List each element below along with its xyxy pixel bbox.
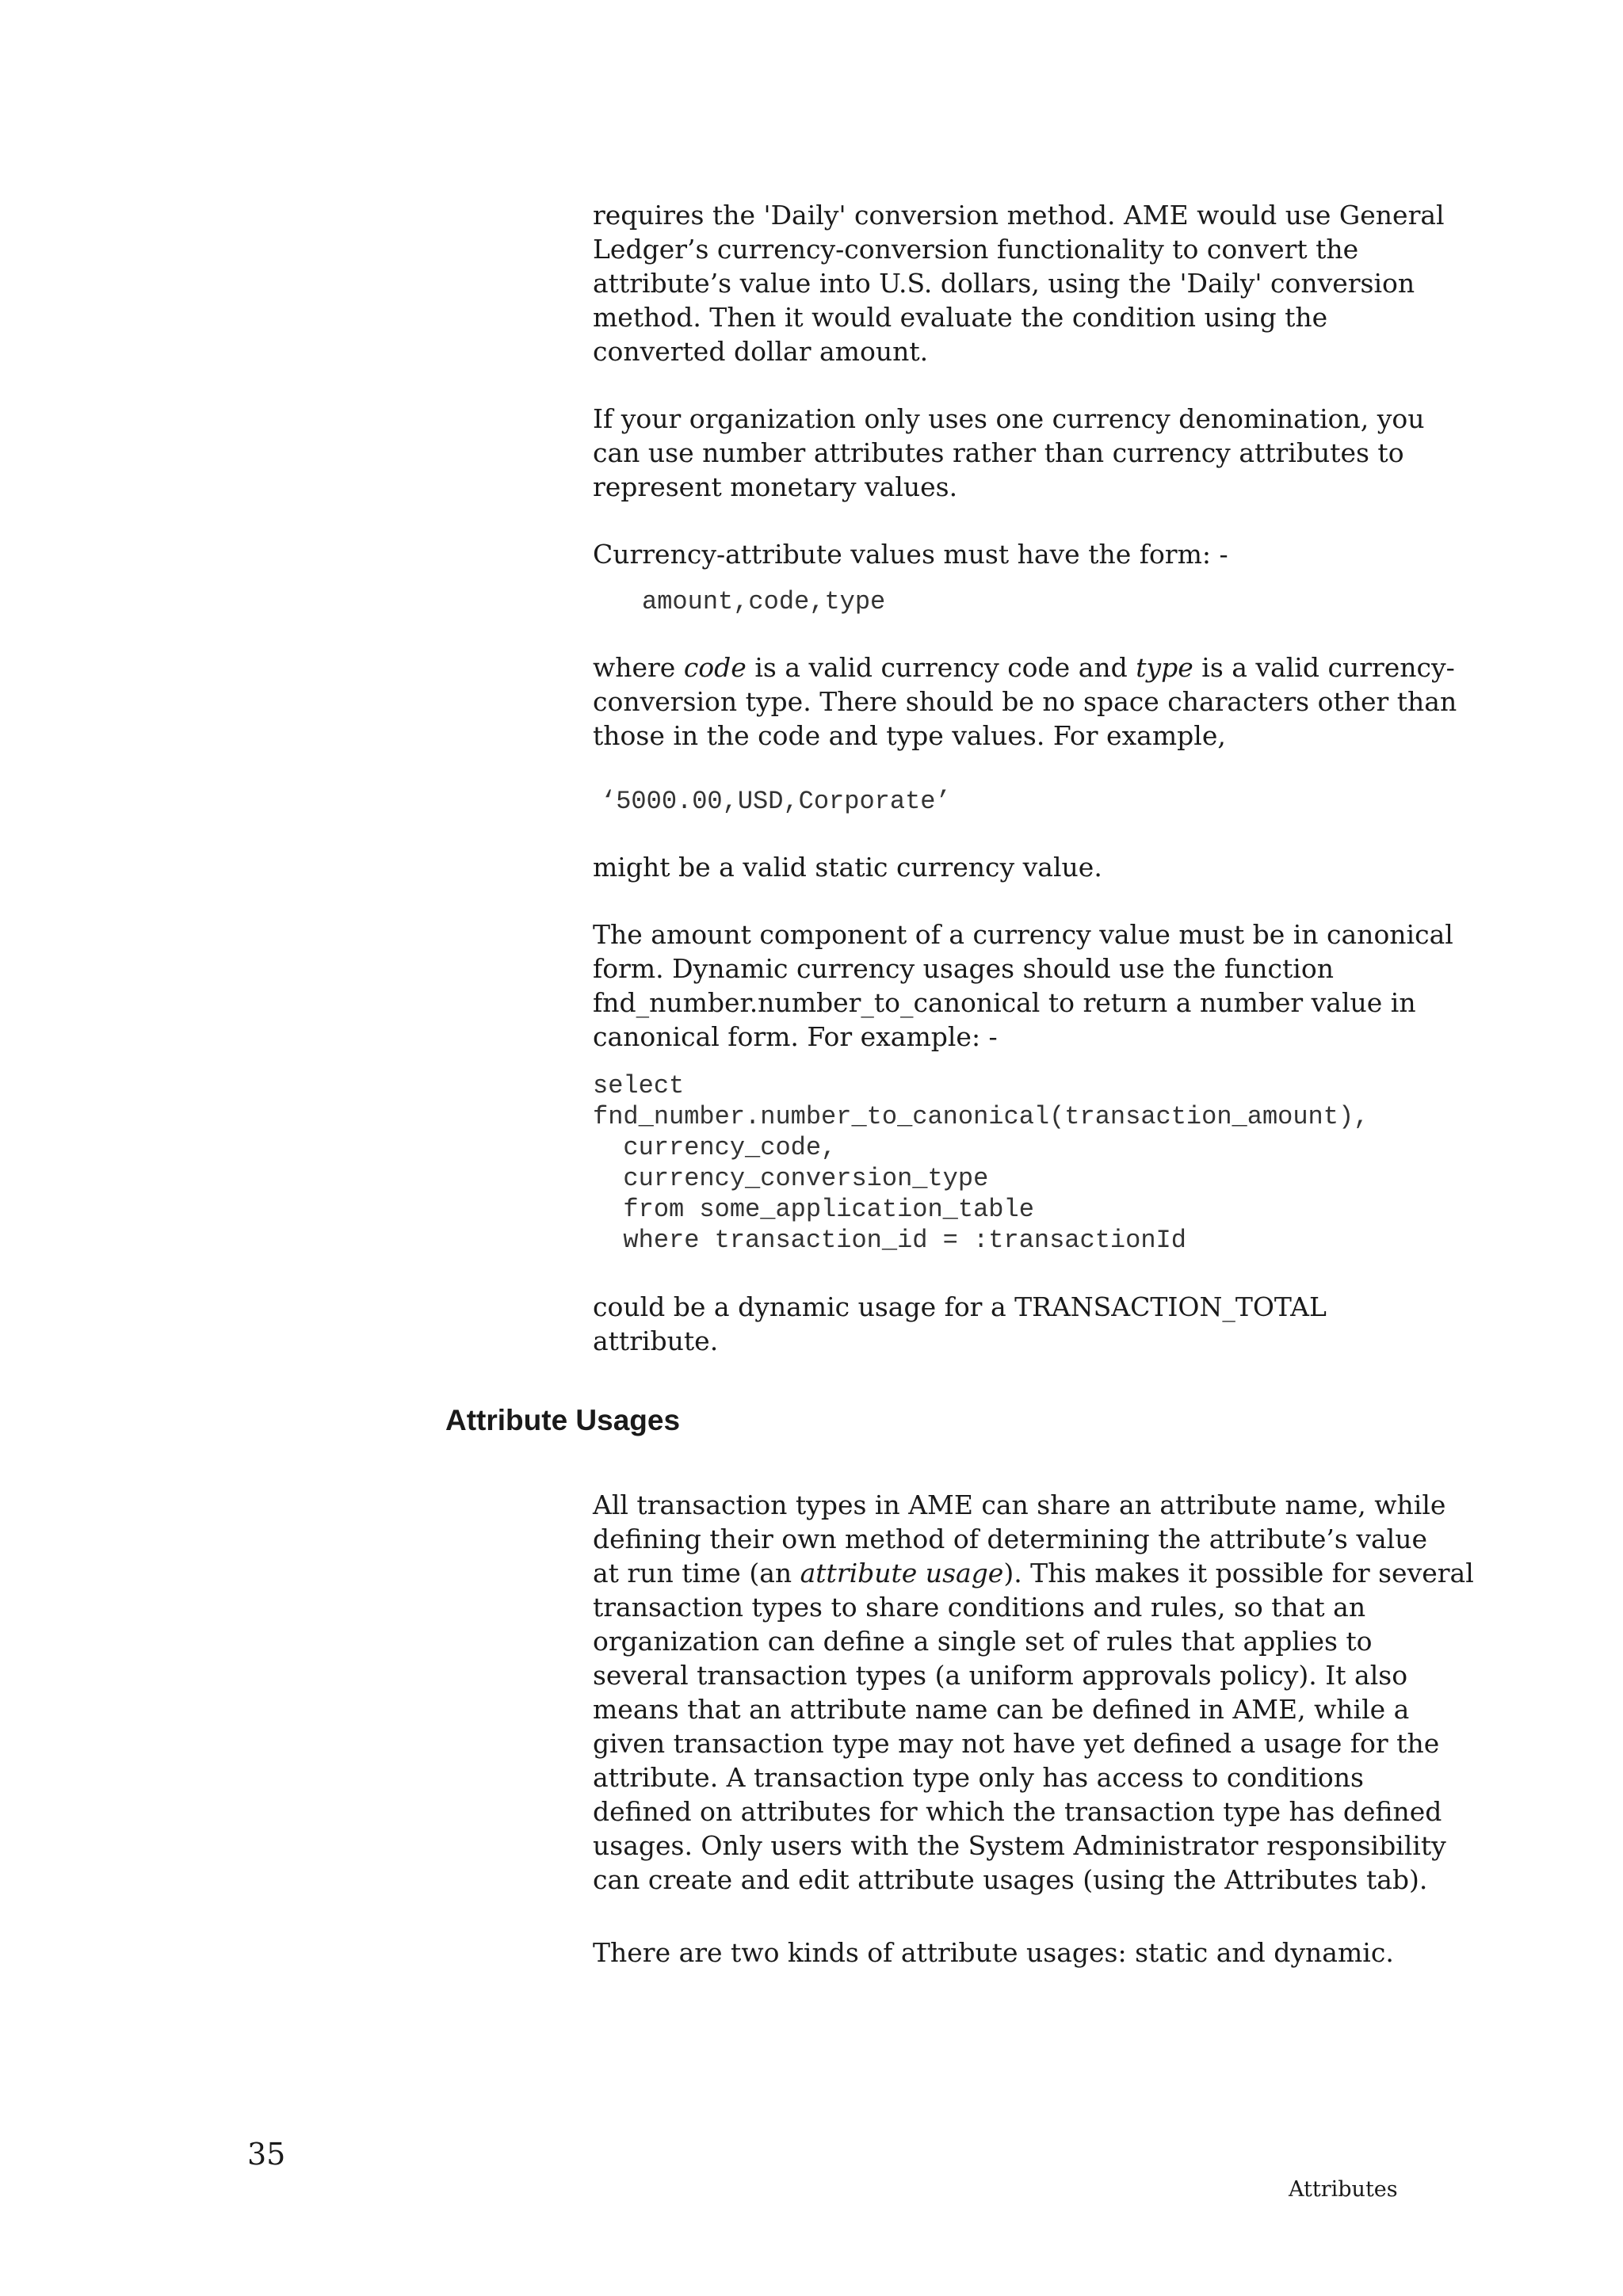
text-line: canonical form. For example: - xyxy=(593,1021,998,1052)
text-line: converted dollar amount. xyxy=(593,336,929,367)
emphasis-code: code xyxy=(683,652,747,683)
code-example: ‘5000.00,USD,Corporate’ xyxy=(601,787,951,816)
text-line: conversion type. There should be no space characters other than xyxy=(593,686,1457,717)
text-line: organization can define a single set of rules that applies to xyxy=(593,1626,1373,1657)
code-line: from some_application_table xyxy=(593,1195,1034,1224)
text-line: given transaction type may not have yet defined a usage for the xyxy=(593,1728,1440,1759)
text-line: Currency-attribute values must have the form: - xyxy=(593,539,1228,570)
text-line: All transaction types in AME can share an attribute name, while xyxy=(593,1489,1446,1520)
text-line: at run time (an attribute usage). This makes it possible for several xyxy=(593,1558,1474,1589)
emphasis-type: type xyxy=(1136,652,1193,683)
text-line: can create and edit attribute usages (using the Attributes tab). xyxy=(593,1864,1428,1895)
code-line: currency_conversion_type xyxy=(593,1164,989,1193)
text-line: Ledger’s currency-conversion functionality to convert the xyxy=(593,234,1359,265)
emphasis-attribute-usage: attribute usage xyxy=(800,1558,1004,1589)
text-line: where code is a valid currency code and type is a valid currency- xyxy=(593,652,1455,683)
code-line: currency_code, xyxy=(593,1133,837,1162)
text-line: attribute. xyxy=(593,1325,719,1356)
text-line: means that an attribute name can be defined in AME, while a xyxy=(593,1694,1410,1725)
code-line: fnd_number.number_to_canonical(transaction_amount), xyxy=(593,1102,1369,1131)
code-form: amount,code,type xyxy=(642,587,886,616)
text-line: usages. Only users with the System Administrator responsibility xyxy=(593,1830,1446,1861)
text-line: There are two kinds of attribute usages: static and dynamic. xyxy=(593,1937,1394,1968)
section-heading: Attribute Usages xyxy=(445,1404,681,1436)
text-line: attribute’s value into U.S. dollars, using the 'Daily' conversion xyxy=(593,268,1415,299)
text-line: attribute. A transaction type only has access to conditions xyxy=(593,1762,1364,1793)
text-line: fnd_number.number_to_canonical to return a number value in xyxy=(593,987,1416,1018)
text-line: If your organization only uses one currency denomination, you xyxy=(593,403,1425,434)
text-line: The amount component of a currency value must be in canonical xyxy=(593,919,1453,950)
text-line: form. Dynamic currency usages should use the function xyxy=(593,953,1334,984)
footer-section-title: Attributes xyxy=(1289,2177,1398,2202)
page-number: 35 xyxy=(247,2137,286,2172)
text-line: requires the 'Daily' conversion method. AME would use General xyxy=(593,200,1445,231)
code-line: select xyxy=(593,1071,685,1100)
text-line: could be a dynamic usage for a TRANSACTION_TOTAL xyxy=(593,1291,1327,1322)
text-line: several transaction types (a uniform approvals policy). It also xyxy=(593,1660,1408,1691)
text-line: defining their own method of determining the attribute’s value xyxy=(593,1524,1427,1554)
text-line: those in the code and type values. For example, xyxy=(593,720,1226,751)
text-line: represent monetary values. xyxy=(593,471,958,502)
text-line: method. Then it would evaluate the condition using the xyxy=(593,302,1328,333)
text-line: defined on attributes for which the transaction type has defined xyxy=(593,1796,1442,1827)
text-line: can use number attributes rather than currency attributes to xyxy=(593,437,1404,468)
text-line: might be a valid static currency value. xyxy=(593,852,1102,883)
code-line: where transaction_id = :transactionId xyxy=(593,1226,1186,1255)
text-line: transaction types to share conditions and rules, so that an xyxy=(593,1592,1366,1623)
